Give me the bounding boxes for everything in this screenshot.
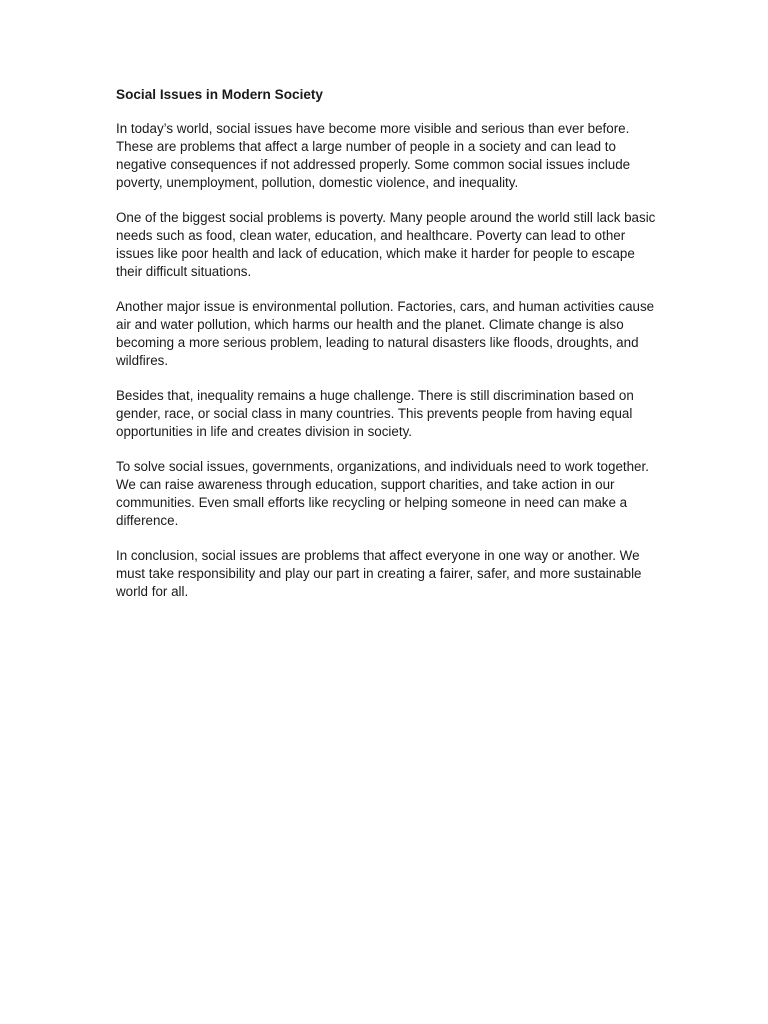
paragraph-solutions: To solve social issues, governments, organizations, and individuals need to work together. We can raise awareness through education, support charities, and take action in our communities. Even small efforts like recycling or helping someone in need can make a difference. xyxy=(116,459,649,528)
document-title: Social Issues in Modern Society xyxy=(116,87,323,102)
paragraph-intro: In today’s world, social issues have become more visible and serious than ever before. These are problems that affect a large number of people in a society and can lead to negative consequences if not addressed properly. Some common social issues include poverty, unemployment, pollution, domestic violence, and inequality. xyxy=(116,121,631,190)
paragraph-inequality: Besides that, inequality remains a huge challenge. There is still discrimination based on gender, race, or social class in many countries. This prevents people from having equal opportunities in life and creates division in society. xyxy=(116,388,634,439)
paragraph-poverty: One of the biggest social problems is poverty. Many people around the world still lack basic needs such as food, clean water, education, and healthcare. Poverty can lead to other issues like poor health and lack of education, which make it harder for people to escape their difficult situations. xyxy=(116,210,656,279)
paragraph-conclusion: In conclusion, social issues are problems that affect everyone in one way or another. We must take responsibility and play our part in creating a fairer, safer, and more sustainable world for all. xyxy=(116,548,642,599)
document-body xyxy=(116,86,656,618)
paragraph-pollution: Another major issue is environmental pollution. Factories, cars, and human activities cause air and water pollution, which harms our health and the planet. Climate change is also becoming a more serious problem, leading to natural disasters like floods, droughts, and wildfires. xyxy=(116,299,655,368)
